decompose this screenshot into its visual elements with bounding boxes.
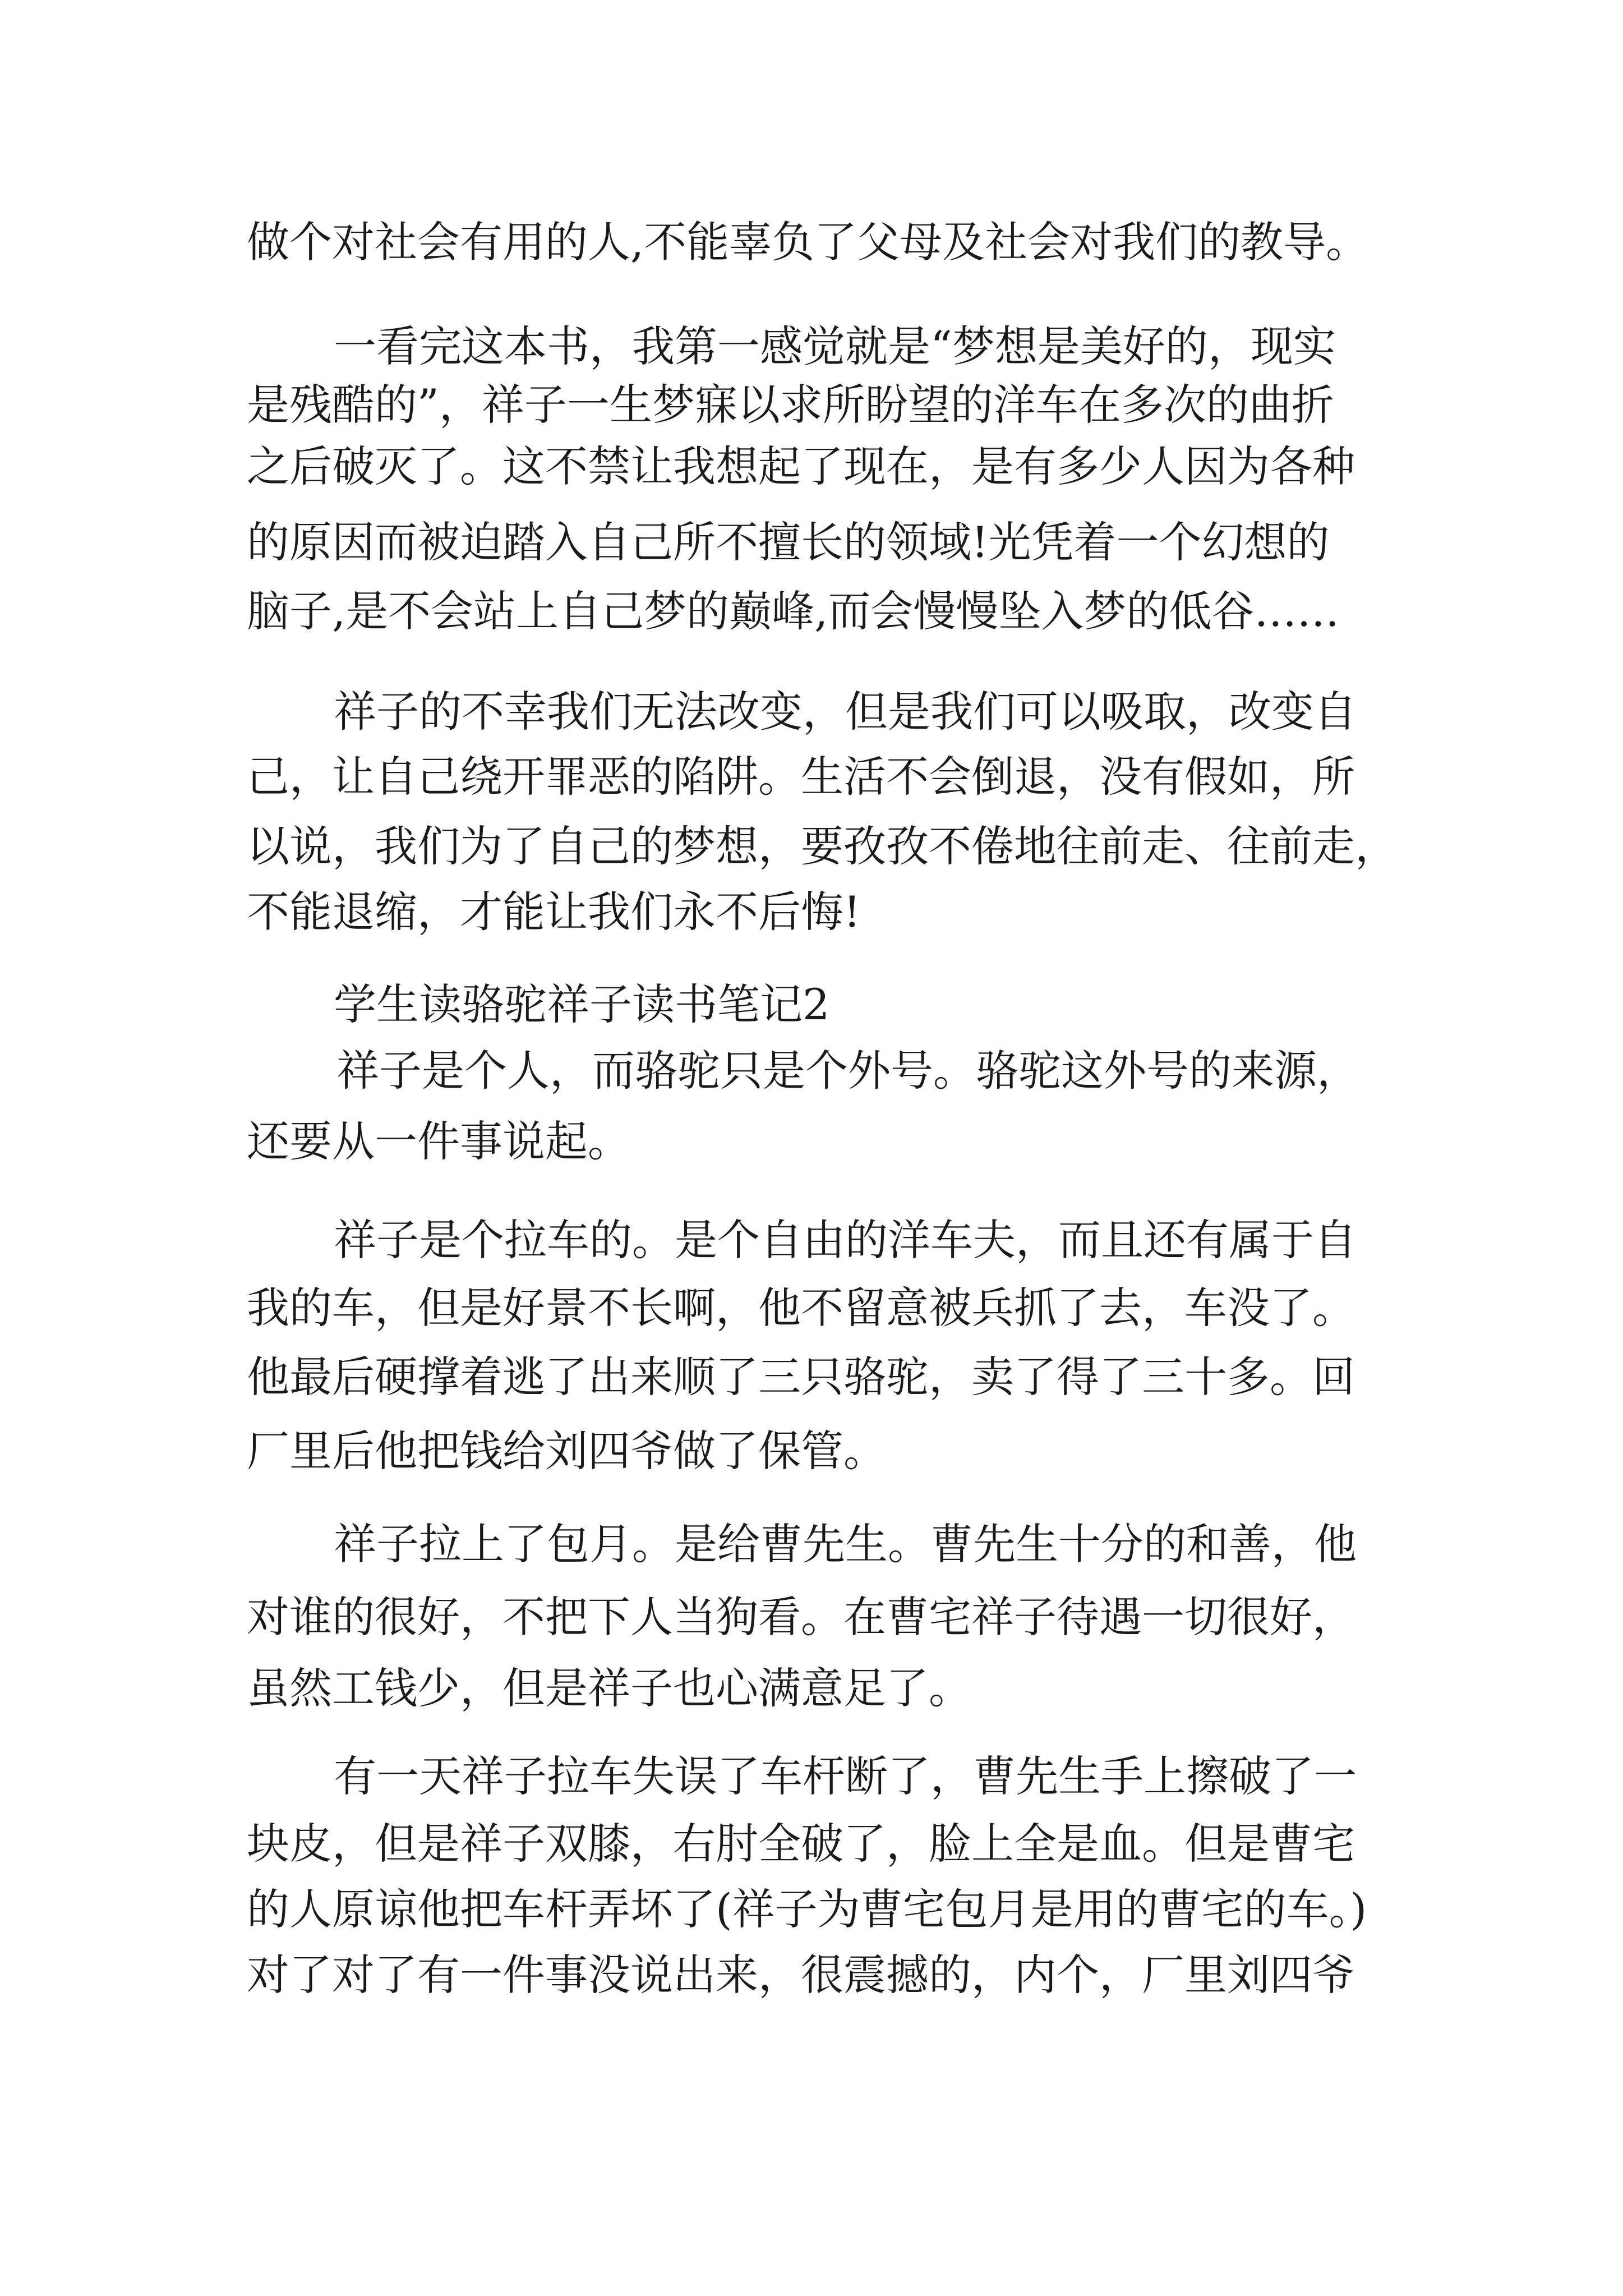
paragraph-line: 之后破灭了。这不禁让我想起了现在，是有多少人因为各种 — [247, 441, 1355, 491]
paragraph-line: 祥子拉上了包月。是给曹先生。曹先生十分的和善，他 — [334, 1519, 1357, 1569]
paragraph-line: 对谁的很好，不把下人当狗看。在曹宅祥子待遇一切很好， — [247, 1592, 1355, 1642]
paragraph-line: 是残酷的”，祥子一生梦寐以求所盼望的洋车在多次的曲折 — [247, 380, 1334, 430]
paragraph-line: 对了对了有一件事没说出来，很震撼的，内个，厂里刘四爷 — [247, 1950, 1355, 2000]
paragraph-line: 祥子是个人，而骆驼只是个外号。骆驼这外号的来源， — [336, 1046, 1359, 1096]
paragraph-line: 的原因而被迫踏入自己所不擅长的领域!光凭着一个幻想的 — [247, 517, 1330, 567]
paragraph-line: 祥子是个拉车的。是个自由的洋车夫，而且还有属于自 — [334, 1215, 1357, 1265]
paragraph-line: 一看完这本书，我第一感觉就是“梦想是美好的，现实 — [334, 321, 1336, 371]
paragraph-line: 祥子的不幸我们无法改变，但是我们可以吸取，改变自 — [334, 687, 1357, 737]
paragraph-line: 的人原谅他把车杆弄坏了(祥子为曹宅包月是用的曹宅的车。) — [247, 1884, 1367, 1934]
paragraph-line: 块皮，但是祥子双膝，右肘全破了，脸上全是血。但是曹宅 — [247, 1819, 1355, 1869]
paragraph-line: 厂里后他把钱给刘四爷做了保管。 — [247, 1426, 886, 1476]
paragraph-line: 还要从一件事说起。 — [247, 1116, 630, 1166]
paragraph-line: 不能退缩，才能让我们永不后悔! — [247, 887, 861, 937]
paragraph-line: 有一天祥子拉车失误了车杆断了，曹先生手上擦破了一 — [334, 1751, 1357, 1801]
paragraph-line: 我的车，但是好景不长啊，他不留意被兵抓了去，车没了。 — [247, 1283, 1355, 1333]
paragraph-line: 做个对社会有用的人,不能辜负了父母及社会对我们的教导。 — [247, 217, 1369, 267]
section-heading: 学生读骆驼祥子读书笔记2 — [334, 979, 830, 1029]
paragraph-line: 以说，我们为了自己的梦想，要孜孜不倦地往前走、往前走， — [247, 821, 1398, 871]
paragraph-line: 他最后硬撑着逃了出来顺了三只骆驼，卖了得了三十多。回 — [247, 1352, 1355, 1402]
paragraph-line: 己，让自己绕开罪恶的陷阱。生活不会倒退，没有假如，所 — [247, 752, 1355, 802]
paragraph-line: 虽然工钱少，但是祥子也心满意足了。 — [247, 1663, 971, 1713]
paragraph-line: 脑子,是不会站上自己梦的巅峰,而会慢慢坠入梦的低谷…… — [247, 586, 1340, 636]
